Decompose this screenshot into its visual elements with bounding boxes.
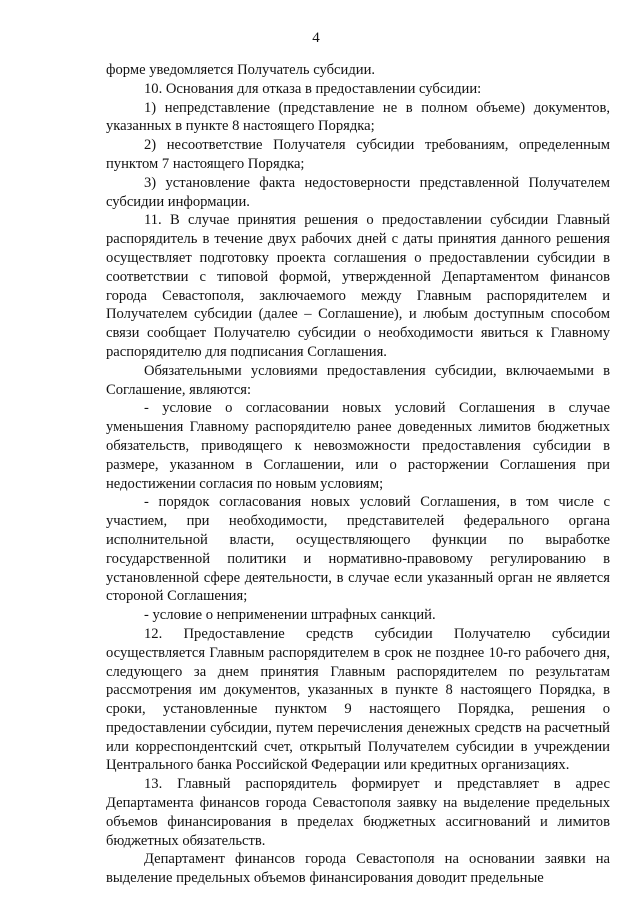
document-body [106, 61, 610, 888]
page-number: 4 [312, 30, 320, 46]
paragraph: 2) несоответствие Получателя субсидии требованиям, определенным пунктом 7 настоящего Порядка; [106, 137, 610, 172]
paragraph: 10. Основания для отказа в предоставлении субсидии: [144, 80, 482, 97]
paragraph: - порядок согласования новых условий Соглашения, в том числе с участием, при необходимости, представителей федерального органа исполнительной власти, осуществляющего функции по выработке государственной политики и нормативно-правовому регулированию в установленной сфере деятельности, в случае если указанный орган не является стороной Соглашения; [106, 494, 610, 605]
paragraph: 11. В случае принятия решения о предоставлении субсидии Главный распорядитель в течение двух рабочих дней с даты принятия данного решения осуществляет подготовку проекта соглашения о предоставлении субсидии в соответствии с типовой формой, утвержденной Департаментом финансов города Севастополя, заключаемого между Главным распорядителем и Получателем субсидии (далее – Соглашение), и любым доступным способом связи сообщает Получателю субсидии о необходимости явиться к Главному распорядителю для подписания Соглашения. [106, 212, 610, 360]
paragraph: - условие о согласовании новых условий Соглашения в случае уменьшения Главному распорядителю ранее доведенных лимитов бюджетных обязательств, приводящего к невозможности предоставления субсидии в размере, указанном в Соглашении, или о расторжении Соглашения при недостижении согласия по новым условиям; [106, 400, 610, 492]
paragraph: 3) установление факта недостоверности представленной Получателем субсидии информации. [106, 174, 610, 210]
paragraph: форме уведомляется Получатель субсидии. [106, 62, 376, 78]
paragraph: 12. Предоставление средств субсидии Получателю субсидии осуществляется Главным распорядителем в срок не позднее 10-го рабочего дня, следующего за днем принятия Главным распорядителем по результатам рассмотрения им документов, указанных в пункте 8 настоящего Порядка, в сроки, установленные пунктом 9 настоящего Порядка, решения о предоставлении субсидии, путем перечисления денежных средств на расчетный или корреспондентский счет, открытый Получателем субсидии в учреждении Центрального банка Российской Федерации или кредитных организациях. [106, 625, 610, 774]
paragraph: - условие о неприменении штрафных санкций. [144, 607, 436, 624]
paragraph: Департамент финансов города Севастополя на основании заявки на выделение предельных объемов финансирования доводит предельные [106, 851, 610, 887]
paragraph: 13. Главный распорядитель формирует и представляет в адрес Департамента финансов города Севастополя заявку на выделение предельных объемов финансирования в пределах бюджетных ассигнований и лимитов бюджетных обязательств. [106, 776, 610, 849]
paragraph: Обязательными условиями предоставления субсидии, включаемыми в Соглашение, являются: [106, 362, 610, 398]
paragraph: 1) непредставление (представление не в полном объеме) документов, указанных в пункте 8 настоящего Порядка; [106, 99, 610, 135]
